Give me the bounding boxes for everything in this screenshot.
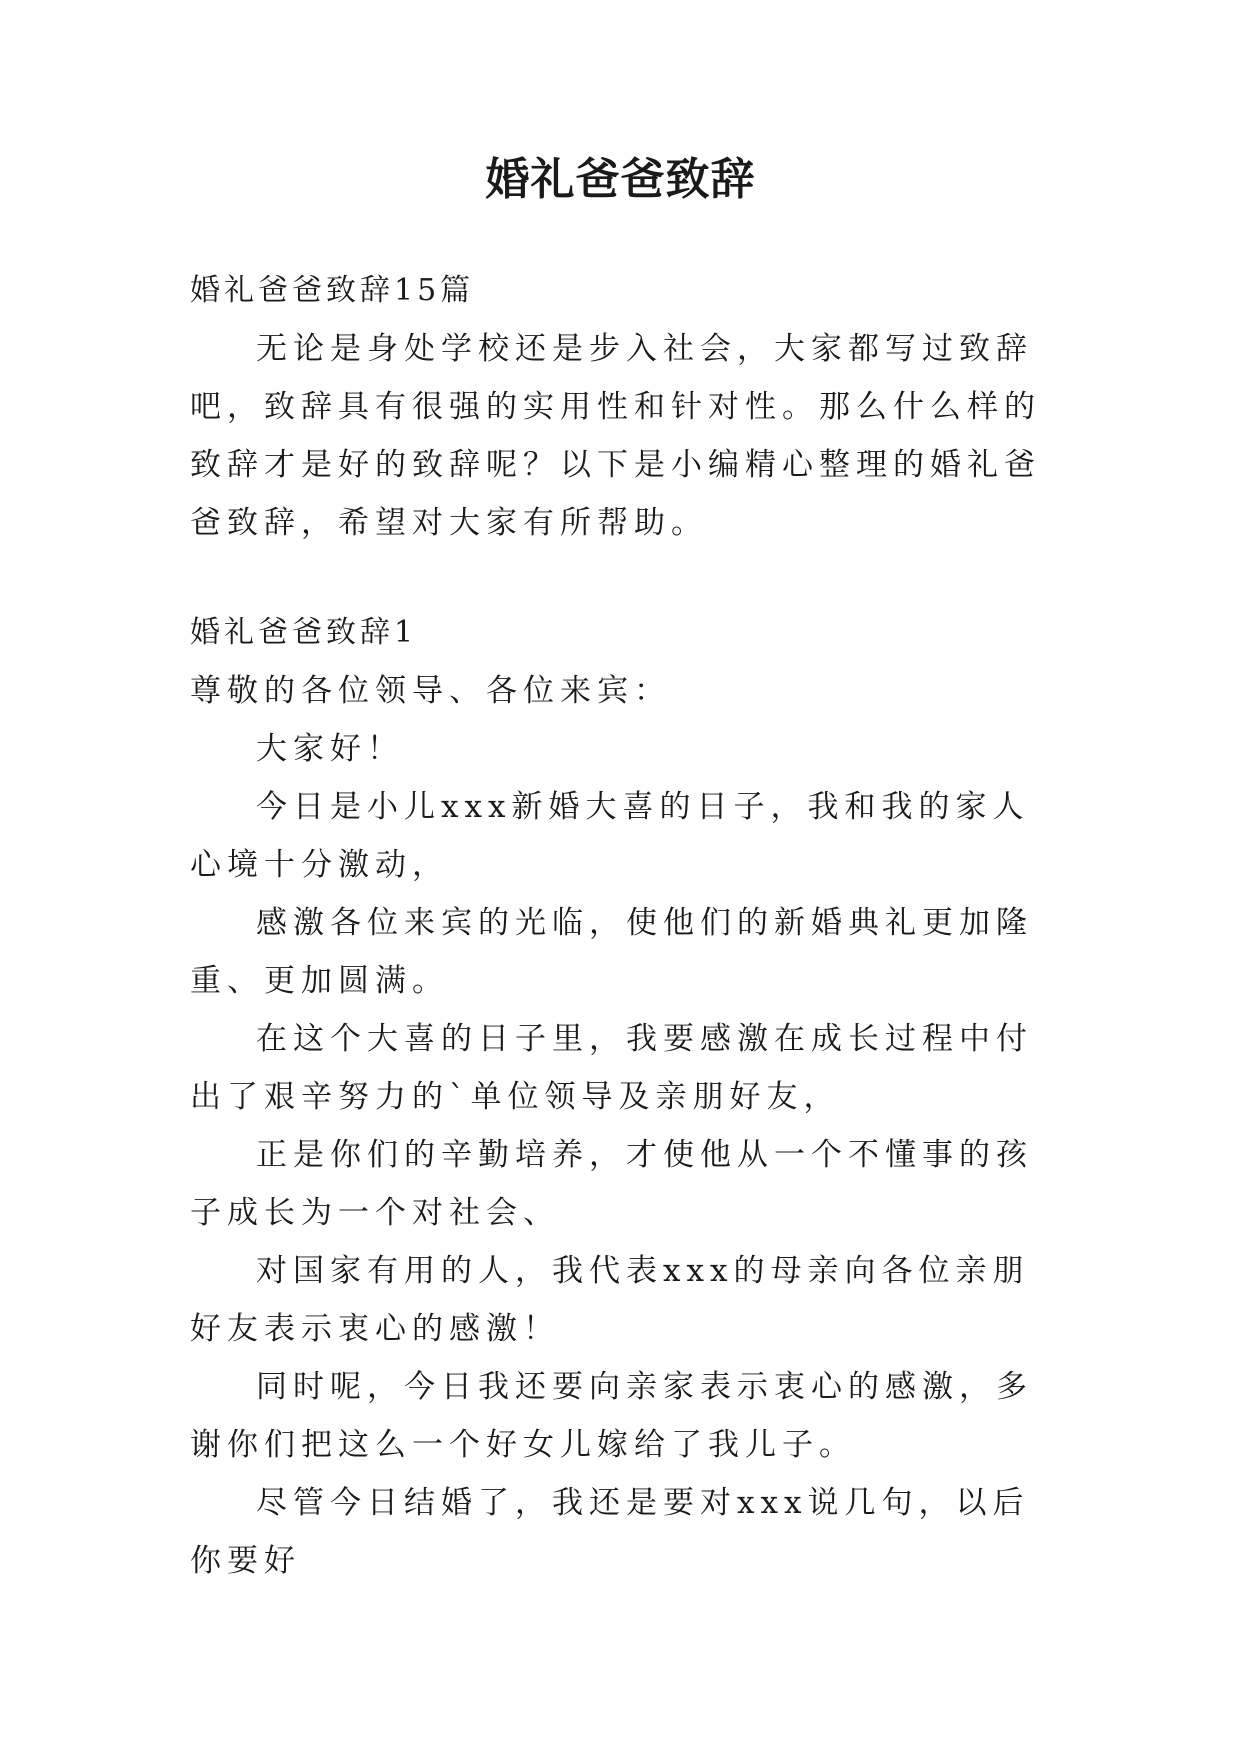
salutation: 尊敬的各位领导、各位来宾：: [190, 673, 671, 709]
document-body: [190, 262, 1050, 1590]
body-paragraph: 感激各位来宾的光临，使他们的新婚典礼更加隆重、更加圆满。: [190, 905, 1033, 999]
collection-heading: 婚礼爸爸致辞15篇: [190, 273, 475, 308]
intro-paragraph: 无论是身处学校还是步入社会，大家都写过致辞吧，致辞具有很强的实用性和针对性。那么什么样的致辞才是好的致辞呢？以下是小编精心整理的婚礼爸爸致辞，希望对大家有所帮助。: [190, 331, 1041, 541]
body-paragraph: 今日是小儿xxx新婚大喜的日子，我和我的家人心境十分激动，: [190, 789, 1030, 883]
body-paragraph: 正是你们的辛勤培养，才使他从一个不懂事的孩子成长为一个对社会、: [190, 1137, 1033, 1231]
body-paragraph: 在这个大喜的日子里，我要感激在成长过程中付出了艰辛努力的`单位领导及亲朋好友，: [190, 1021, 1033, 1115]
section-heading: 婚礼爸爸致辞1: [190, 615, 418, 650]
body-paragraph: 尽管今日结婚了，我还是要对xxx说几句，以后你要好: [190, 1485, 1030, 1579]
document-title: 婚礼爸爸致辞: [485, 154, 756, 205]
body-paragraph: 同时呢，今日我还要向亲家表示衷心的感激，多谢你们把这么一个好女儿嫁给了我儿子。: [190, 1369, 1033, 1463]
body-paragraph: 对国家有用的人，我代表xxx的母亲向各位亲朋好友表示衷心的感激！: [190, 1253, 1030, 1347]
section-spacer: [190, 552, 1050, 604]
body-paragraph: 大家好！: [256, 731, 404, 767]
